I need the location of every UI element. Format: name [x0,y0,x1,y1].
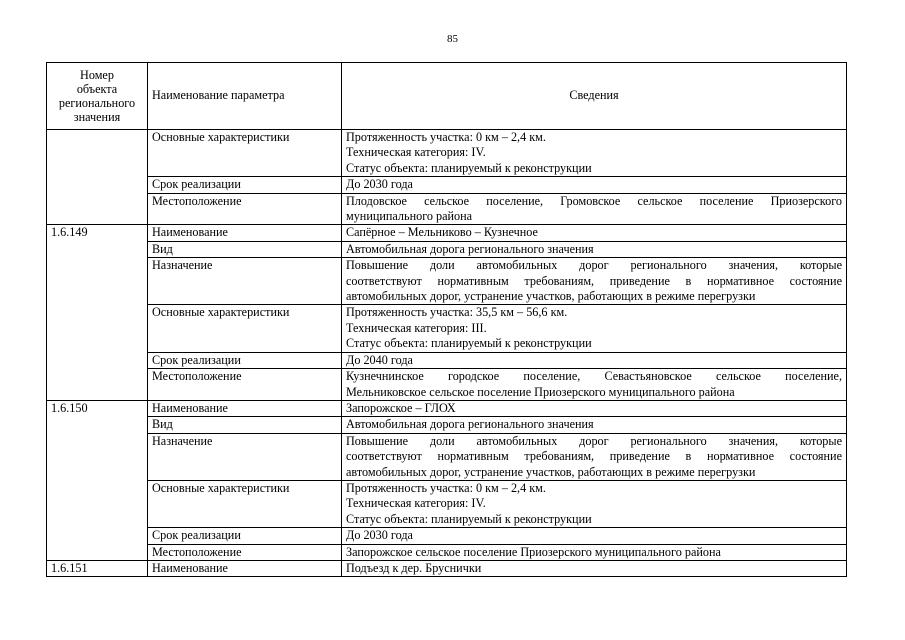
details-line: Мельниковское сельское поселение Приозерского муниципального района [346,384,735,399]
details-line: соответствуют нормативным требованиям, приведение в нормативное состояние [346,273,842,288]
details-line: Автомобильная дорога регионального значения [346,417,594,432]
table-row [47,130,847,177]
details-line: Статус объекта: планируемый к реконструкции [346,160,592,175]
details-cell [342,193,847,225]
parameter-name-cell: Вид [148,241,342,257]
table-row [47,225,847,241]
header-parameter-name: Наименование параметра [148,63,342,130]
table-row [47,544,847,560]
parameters-table [46,62,847,577]
table-row [47,193,847,225]
parameter-name-cell: Назначение [148,433,342,480]
details-line: Сапёрное – Мельниково – Кузнечное [346,225,538,240]
table-row [47,369,847,401]
table-row [47,433,847,480]
details-line: Протяженность участка: 0 км – 2,4 км. [346,480,546,495]
details-cell [342,528,847,544]
table-row [47,560,847,576]
details-line: До 2040 года [346,352,413,367]
details-line: Техническая категория: IV. [346,145,486,160]
details-line: Протяженность участка: 35,5 км – 56,6 км. [346,305,568,320]
parameter-name-cell: Основные характеристики [148,305,342,352]
details-cell [342,400,847,416]
details-line: Запорожское сельское поселение Приозерского муниципального района [346,544,721,559]
table-body [47,130,847,577]
details-cell [342,130,847,177]
parameter-name-cell: Наименование [148,225,342,241]
details-line: Автомобильная дорога регионального значения [346,241,594,256]
details-cell [342,352,847,368]
details-cell [342,258,847,305]
details-cell [342,433,847,480]
object-number-cell: 1.6.150 [47,400,148,560]
parameter-name-cell: Срок реализации [148,528,342,544]
parameter-name-cell: Основные характеристики [148,480,342,527]
details-cell [342,544,847,560]
parameter-name-cell: Вид [148,417,342,433]
page-number: 85 [447,33,458,45]
table-row [47,400,847,416]
details-cell [342,305,847,352]
details-cell [342,241,847,257]
details-line: Протяженность участка: 0 км – 2,4 км. [346,130,546,144]
details-line: Повышение доли автомобильных дорог регионального значения, которые [346,433,842,448]
details-line: До 2030 года [346,528,413,543]
header-object-number-line: значения [73,110,121,124]
table-row [47,305,847,352]
parameter-name-cell: Срок реализации [148,352,342,368]
details-cell [342,417,847,433]
parameter-name-cell: Срок реализации [148,177,342,193]
object-number-cell [47,130,148,225]
header-object-number-line: объекта [76,82,118,96]
parameter-name-cell: Местоположение [148,193,342,225]
details-line: соответствуют нормативным требованиям, приведение в нормативное состояние [346,449,842,464]
parameter-name-cell: Местоположение [148,369,342,401]
details-line: Кузнечнинское городское поселение, Севастьяновское сельское поселение, [346,369,842,384]
details-cell [342,560,847,576]
details-line: муниципального района [346,209,473,224]
parameter-name-cell: Наименование [148,400,342,416]
details-line: Статус объекта: планируемый к реконструкции [346,336,592,351]
details-line: Статус объекта: планируемый к реконструкции [346,511,592,526]
details-cell [342,225,847,241]
details-line: Запорожское – ГЛОХ [346,400,456,415]
details-line: Повышение доли автомобильных дорог регионального значения, которые [346,258,842,273]
details-line: Техническая категория: IV. [346,496,486,511]
table-row [47,258,847,305]
details-cell [342,369,847,401]
table-row [47,241,847,257]
header-object-number [47,63,148,130]
object-number-cell: 1.6.151 [47,560,148,576]
parameter-name-cell: Основные характеристики [148,130,342,177]
table-row [47,480,847,527]
table-row [47,352,847,368]
header-object-number-line: Номер [80,68,114,82]
parameter-name-cell: Назначение [148,258,342,305]
details-line: Плодовское сельское поселение, Громовское сельское поселение Приозерского [346,193,842,208]
table-header-row [47,63,847,130]
parameter-name-cell: Наименование [148,560,342,576]
table-row [47,177,847,193]
parameter-name-cell: Местоположение [148,544,342,560]
details-line: Техническая категория: III. [346,320,487,335]
details-line: Подъезд к дер. Бруснички [346,560,482,575]
details-cell [342,177,847,193]
details-line: До 2030 года [346,177,413,192]
table-row [47,417,847,433]
object-number-cell: 1.6.149 [47,225,148,400]
header-details: Сведения [342,63,847,130]
details-line: автомобильных дорог, устранение участков, работающих в режиме перегрузки [346,289,756,304]
details-cell [342,480,847,527]
table-row [47,528,847,544]
header-object-number-line: регионального [58,96,136,110]
details-line: автомобильных дорог, устранение участков, работающих в режиме перегрузки [346,464,756,479]
